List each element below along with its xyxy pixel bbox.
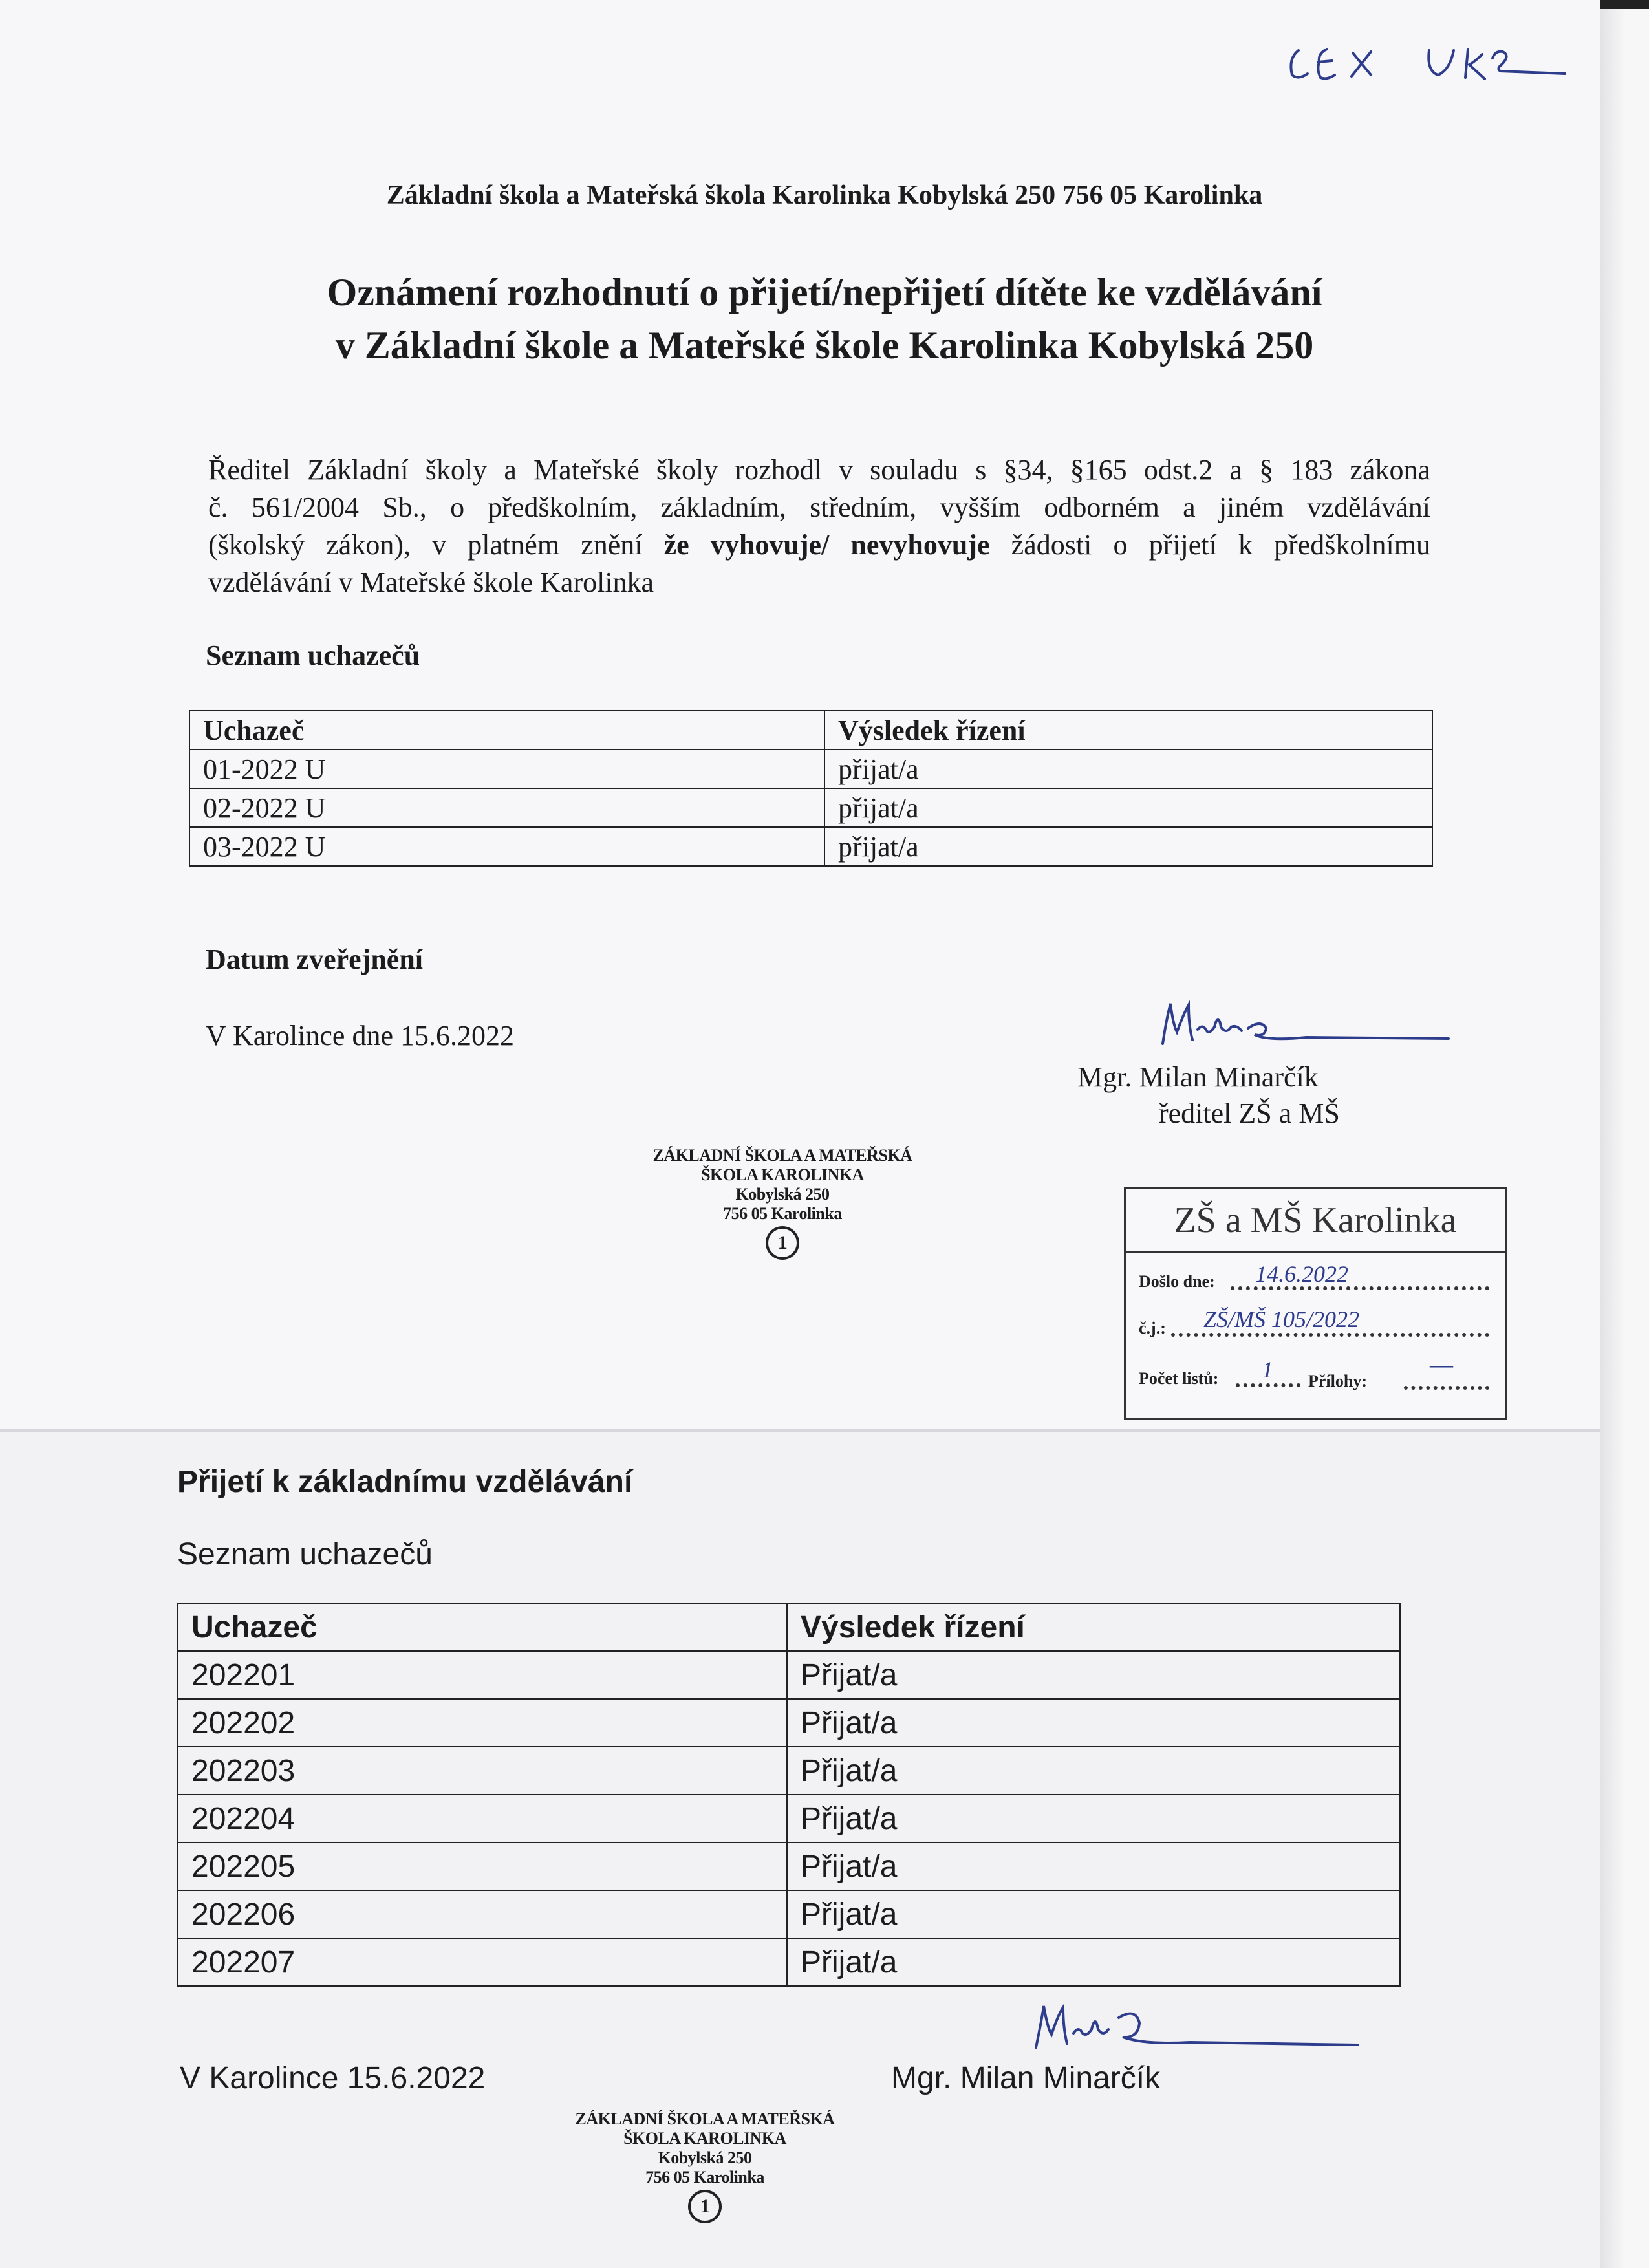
handwritten-note: [1280, 32, 1578, 103]
stamp-line: ZÁKLADNÍ ŠKOLA A MATEŘSKÁ: [575, 2110, 835, 2128]
applicant-result: Přijat/a: [787, 1842, 1400, 1890]
table-header-row: [189, 711, 1432, 750]
school-header: Základní škola a Mateřská škola Karolinka Kobylská 250 756 05 Karolinka: [386, 180, 1263, 210]
column-header-result: Výsledek řízení: [787, 1603, 1400, 1651]
stamp-line: Kobylská 250: [735, 1185, 830, 1204]
decision-text-line3: [208, 526, 1430, 564]
applicant-id: 202207: [178, 1938, 787, 1986]
decision-text-line3-start: (školský zákon), v platném znění: [208, 529, 664, 561]
applicant-id: 202202: [178, 1699, 787, 1747]
column-header-applicant: Uchazeč: [178, 1603, 787, 1651]
stamp-emblem-number: 1: [777, 1232, 788, 1253]
applicant-result: Přijat/a: [787, 1890, 1400, 1938]
sheet-count-label: Počet listů:: [1139, 1369, 1219, 1388]
decision-text-emphasis: že vyhovuje/ nevyhovuje: [663, 529, 990, 561]
table-row: [178, 1795, 1400, 1842]
applicant-table-kindergarten: [189, 710, 1433, 867]
applicant-id: 03-2022 U: [189, 827, 824, 866]
stamp-line: ZÁKLADNÍ ŠKOLA A MATEŘSKÁ: [652, 1146, 912, 1165]
document-title-line2: v Základní škole a Mateřské škole Karolinka Kobylská 250: [335, 324, 1314, 367]
sheet-count-value: 1: [1262, 1357, 1273, 1383]
scan-edge-dark: [1600, 0, 1649, 9]
reference-number-value: ZŠ/MŠ 105/2022: [1203, 1306, 1360, 1332]
signer-role: ředitel ZŠ a MŠ: [1159, 1097, 1340, 1129]
table-row: [178, 1699, 1400, 1747]
place-and-date-2: V Karolince 15.6.2022: [180, 2061, 486, 2095]
table-row: [178, 1747, 1400, 1795]
column-header-result: Výsledek řízení: [824, 711, 1432, 750]
applicant-result: Přijat/a: [787, 1938, 1400, 1986]
table-row: [178, 1890, 1400, 1938]
director-signature: [1151, 992, 1461, 1057]
decision-text-line4: vzdělávání v Mateřské škole Karolinka: [208, 567, 654, 598]
signer-name-2: Mgr. Milan Minarčík: [891, 2061, 1161, 2095]
table-row: [178, 1938, 1400, 1986]
attachments-line: [1404, 1386, 1489, 1390]
applicant-id: 202204: [178, 1795, 787, 1842]
director-signature-2: [1022, 1992, 1371, 2063]
attachments-value: —: [1430, 1352, 1453, 1377]
signer-name: Mgr. Milan Minarčík: [1077, 1061, 1319, 1093]
decision-text-line1: Ředitel Základní školy a Mateřské školy rozhodl v souladu s §34, §165 odst.2 a § 183 zákona: [208, 454, 1430, 486]
applicant-id: 01-2022 U: [189, 750, 824, 788]
table-row: [189, 750, 1432, 788]
table-row: [178, 1842, 1400, 1890]
reference-number-label: č.j.:: [1139, 1319, 1166, 1337]
school-stamp: [582, 1146, 983, 1260]
stamp-line: ŠKOLA KAROLINKA: [623, 2129, 786, 2148]
decision-text-line2: č. 561/2004 Sb., o předškolním, základním, středním, vyšším odborném a jiném vzdělávání: [208, 491, 1430, 523]
registry-stamp-title: ZŠ a MŠ Karolinka: [1126, 1189, 1505, 1253]
applicant-result: Přijat/a: [787, 1651, 1400, 1699]
applicant-id: 202205: [178, 1842, 787, 1890]
stamp-line: 756 05 Karolinka: [645, 2168, 764, 2187]
applicant-result: Přijat/a: [787, 1699, 1400, 1747]
stamp-line: ŠKOLA KAROLINKA: [701, 1165, 864, 1184]
applicant-id: 202201: [178, 1651, 787, 1699]
applicant-list-heading-2: Seznam uchazečů: [177, 1537, 433, 1571]
applicant-result: Přijat/a: [787, 1795, 1400, 1842]
primary-admission-heading: Přijetí k základnímu vzdělávání: [177, 1465, 633, 1499]
table-row: [178, 1651, 1400, 1699]
place-and-date: V Karolince dne 15.6.2022: [206, 1020, 514, 1052]
sheet-count-line: [1236, 1383, 1300, 1387]
decision-text-line3-end: žádosti o přijetí k předškolnímu: [989, 529, 1430, 561]
stamp-line: 756 05 Karolinka: [723, 1204, 842, 1223]
applicant-id: 02-2022 U: [189, 788, 824, 827]
decision-text: [208, 451, 1430, 601]
column-header-applicant: Uchazeč: [189, 711, 824, 750]
received-date-value: 14.6.2022: [1255, 1261, 1348, 1287]
reference-number-line: [1171, 1333, 1489, 1337]
applicant-result: přijat/a: [824, 750, 1432, 788]
applicant-result: přijat/a: [824, 827, 1432, 866]
applicant-list-heading: Seznam uchazečů: [206, 640, 420, 671]
received-date-label: Došlo dne:: [1139, 1272, 1215, 1291]
attachments-label: Přílohy:: [1308, 1372, 1367, 1390]
applicant-result: přijat/a: [824, 788, 1432, 827]
stamp-emblem: [766, 1226, 799, 1260]
stamp-line: Kobylská 250: [658, 2148, 752, 2167]
school-stamp-2: [504, 2110, 905, 2223]
table-row: [189, 827, 1432, 866]
table-row: [189, 788, 1432, 827]
table-header-row: [178, 1603, 1400, 1651]
publication-date-heading: Datum zveřejnění: [206, 944, 424, 975]
applicant-id: 202206: [178, 1890, 787, 1938]
stamp-emblem: [688, 2190, 722, 2223]
document-title-line1: Oznámení rozhodnutí o přijetí/nepřijetí dítěte ke vzdělávání: [327, 271, 1322, 314]
stamp-emblem-number: 1: [700, 2196, 710, 2217]
registry-stamp: [1124, 1187, 1507, 1420]
applicant-id: 202203: [178, 1747, 787, 1795]
applicant-result: Přijat/a: [787, 1747, 1400, 1795]
applicant-table-primary: [177, 1603, 1401, 1987]
